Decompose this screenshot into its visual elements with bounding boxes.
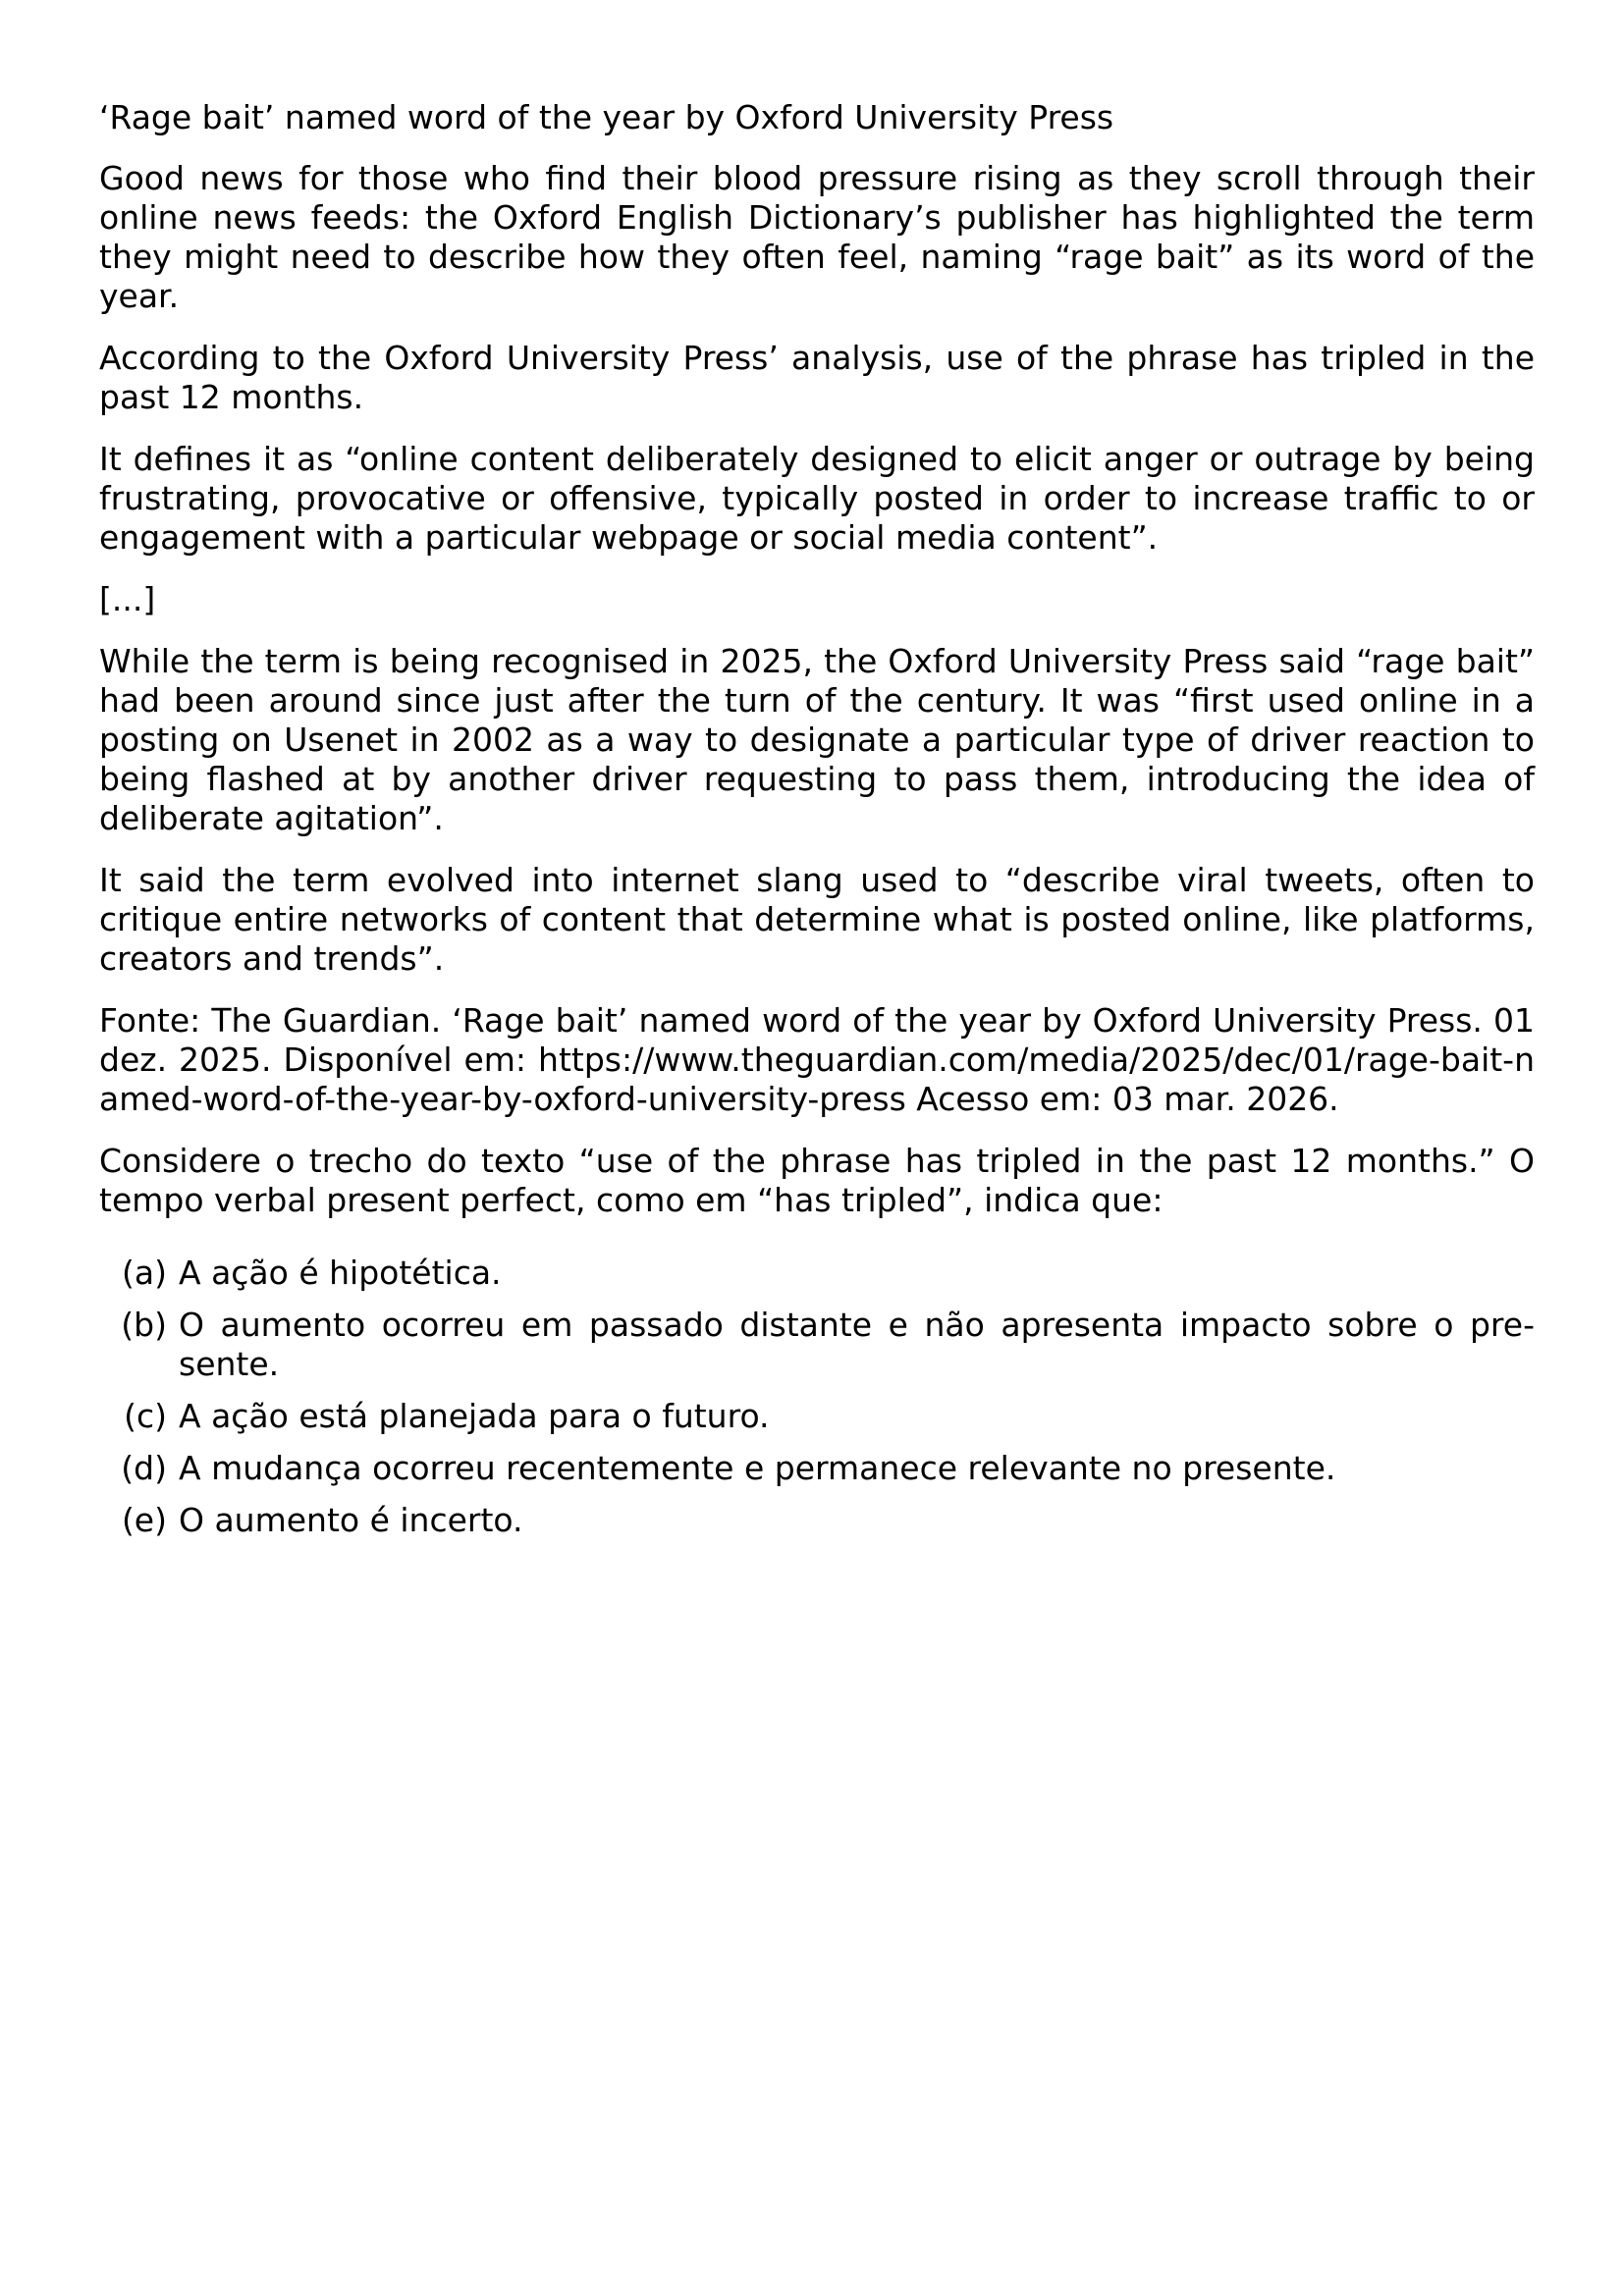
article-paragraph: Good news for those who find their blood pressure rising as they scroll through their online news feeds: the Oxford English Dictionary’s publisher has highlighted the term they might need to describe how they often feel, naming “rage bait” as its word of the year. bbox=[99, 159, 1535, 315]
article-paragraph: It defines it as “online content deliberately designed to elicit anger or outrage by being frustrating, provocative or offensive, typically posted in order to increase traffic to or engagement with a particular webpage or social media content”. bbox=[99, 440, 1535, 557]
option-letter: (d) bbox=[121, 1449, 167, 1487]
article-title: ‘Rage bait’ named word of the year by Oxford University Press bbox=[99, 98, 1114, 136]
option-text: O aumento é incerto. bbox=[179, 1501, 523, 1539]
answer-option-b bbox=[99, 1306, 1535, 1384]
option-letter: (e) bbox=[121, 1501, 167, 1539]
answer-options bbox=[99, 1254, 1535, 1540]
article-paragraph: While the term is being recognised in 2025, the Oxford University Press said “rage bait” had been around since just after the turn of the century. It was “first used online in a posting on Usenet in 2002 as a way to designate a particular type of driver reaction to being flashed at by another driver requesting to pass them, introducing the idea of deliberate agitation”. bbox=[99, 642, 1535, 837]
option-text: A ação está planejada para o futuro. bbox=[179, 1397, 770, 1435]
option-letter: (c) bbox=[124, 1397, 167, 1435]
answer-option-a bbox=[99, 1254, 1535, 1293]
option-text: A ação é hipotética. bbox=[179, 1254, 502, 1292]
source-citation: Fonte: The Guardian. ‘Rage bait’ named word of the year by Oxford University Press. 01 dez. 2025. Disponível em: https://www.theguardian.com/media/2025/dec/01/rage-bait-named-word-of-the-year-by-oxford-university-press Acesso em: 03 mar. 2026. bbox=[99, 1001, 1535, 1118]
article-paragraph: It said the term evolved into internet slang used to “describe viral tweets, often to critique entire networks of content that determine what is posted online, like platforms, creators and trends”. bbox=[99, 861, 1535, 978]
answer-option-c bbox=[99, 1397, 1535, 1436]
option-letter: (a) bbox=[122, 1254, 167, 1292]
article-paragraph: According to the Oxford University Press’ analysis, use of the phrase has tripled in the past 12 months. bbox=[99, 339, 1535, 416]
question-prompt: Considere o trecho do texto “use of the phrase has tripled in the past 12 months.” O tempo verbal present perfect, como em “has tripled”, indica que: bbox=[99, 1142, 1535, 1219]
omission-marker: [...] bbox=[99, 580, 156, 618]
answer-option-e bbox=[99, 1501, 1535, 1540]
document-page bbox=[99, 98, 1535, 1553]
answer-option-d bbox=[99, 1449, 1535, 1488]
option-text: O aumento ocorreu em passado distante e não apresenta impacto sobre o presente. bbox=[179, 1306, 1535, 1383]
option-letter: (b) bbox=[121, 1306, 167, 1344]
option-text: A mudança ocorreu recentemente e permanece relevante no presente. bbox=[179, 1449, 1336, 1487]
